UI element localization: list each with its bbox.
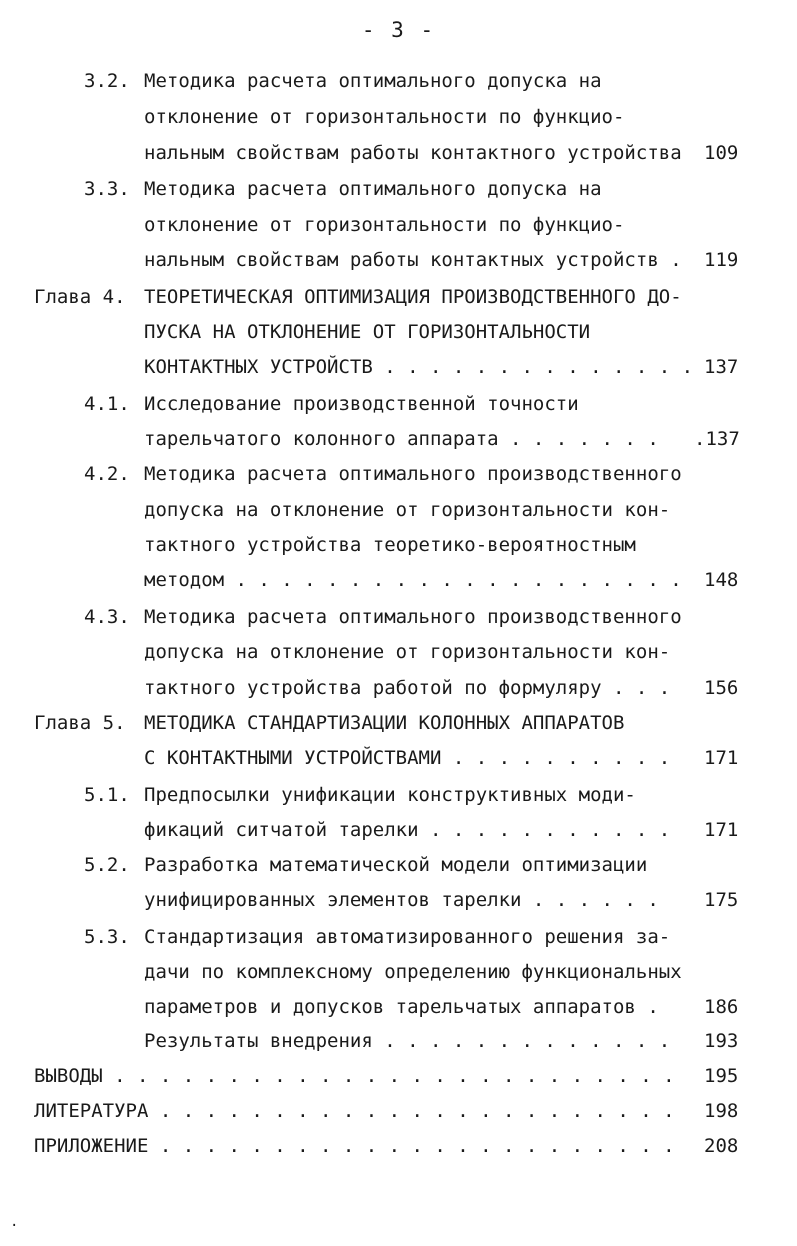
entry-title-line: ТЕОРЕТИЧЕСКАЯ ОПТИМИЗАЦИЯ ПРОИЗВОДСТВЕННОГО ДО-: [144, 286, 682, 308]
entry-title-line: параметров и допусков тарельчатых аппаратов .: [144, 996, 659, 1018]
entry-title-line: Разработка математической модели оптимизации: [144, 854, 648, 876]
entry-title-line: методом . . . . . . . . . . . . . . . . . . . .: [144, 569, 682, 591]
entry-title-line: Стандартизация автоматизированного решения за-: [144, 926, 671, 948]
entry-title-line: С КОНТАКТНЫМИ УСТРОЙСТВАМИ . . . . . . . . . .: [144, 747, 671, 769]
entry-number: 3.3.: [84, 178, 130, 200]
entry-title-line: Методика расчета оптимального производственного: [144, 606, 682, 628]
entry-title-line: Предпосылки унификации конструктивных моди-: [144, 784, 636, 806]
entry-number: 5.1.: [84, 784, 130, 806]
entry-title-line: фикаций ситчатой тарелки . . . . . . . . . . .: [144, 819, 671, 841]
entry-number: 3.2.: [84, 70, 130, 92]
entry-title-line: ПУСКА НА ОТКЛОНЕНИЕ ОТ ГОРИЗОНТАЛЬНОСТИ: [144, 321, 591, 343]
entry-title-line: допуска на отклонение от горизонтальности кон-: [144, 499, 671, 521]
entry-page: 171: [704, 819, 739, 841]
entry-title-line: тактного устройства работой по формуляру . . .: [144, 677, 671, 699]
entry-title-line: Методика расчета оптимального допуска на: [144, 178, 602, 200]
entry-page: 208: [704, 1135, 739, 1157]
entry-page: .137: [694, 428, 740, 450]
entry-title-line: дачи по комплексному определению функциональных: [144, 961, 682, 983]
chapter-number: Глава 4.: [34, 286, 126, 308]
entry-title-line: ПРИЛОЖЕНИЕ . . . . . . . . . . . . . . . . . . . . . . .: [34, 1135, 675, 1157]
entry-page: 193: [704, 1030, 739, 1052]
entry-page: 119: [704, 249, 739, 271]
entry-page: 109: [704, 142, 739, 164]
entry-title-line: отклонение от горизонтальности по функцио-: [144, 214, 625, 236]
entry-number: 4.1.: [84, 393, 130, 415]
entry-page: 195: [704, 1065, 739, 1087]
entry-title-line: тактного устройства теоретико-вероятностным: [144, 534, 636, 556]
entry-title-line: МЕТОДИКА СТАНДАРТИЗАЦИИ КОЛОННЫХ АППАРАТОВ: [144, 712, 625, 734]
entry-number: 4.2.: [84, 463, 130, 485]
entry-page: 186: [704, 996, 739, 1018]
entry-title-line: Методика расчета оптимального допуска на: [144, 70, 602, 92]
entry-page: 175: [704, 889, 739, 911]
entry-number: 5.3.: [84, 926, 130, 948]
entry-number: 5.2.: [84, 854, 130, 876]
entry-title-line: Результаты внедрения . . . . . . . . . . . . .: [144, 1030, 671, 1052]
page-number: - 3 -: [361, 18, 436, 42]
scan-speck: ·: [10, 1218, 19, 1234]
entry-title-line: ВЫВОДЫ . . . . . . . . . . . . . . . . . . . . . . . . .: [34, 1065, 675, 1087]
entry-title-line: нальным свойствам работы контактных устройств .: [144, 249, 682, 271]
entry-page: 156: [704, 677, 739, 699]
entry-title-line: тарельчатого колонного аппарата . . . . . . .: [144, 428, 659, 450]
entry-title-line: Методика расчета оптимального производственного: [144, 463, 682, 485]
entry-page: 198: [704, 1100, 739, 1122]
entry-title-line: Исследование производственной точности: [144, 393, 579, 415]
entry-page: 137: [704, 356, 739, 378]
entry-title-line: отклонение от горизонтальности по функцио-: [144, 106, 625, 128]
entry-title-line: допуска на отклонение от горизонтальности кон-: [144, 641, 671, 663]
entry-title-line: КОНТАКТНЫХ УСТРОЙСТВ . . . . . . . . . . . . . .: [144, 356, 694, 378]
entry-title-line: унифицированных элементов тарелки . . . . . .: [144, 889, 659, 911]
entry-page: 148: [704, 569, 739, 591]
entry-page: 171: [704, 747, 739, 769]
entry-number: 4.3.: [84, 606, 130, 628]
chapter-number: Глава 5.: [34, 712, 126, 734]
entry-title-line: ЛИТЕРАТУРА . . . . . . . . . . . . . . . . . . . . . . .: [34, 1100, 675, 1122]
entry-title-line: нальным свойствам работы контактного устройства: [144, 142, 682, 164]
